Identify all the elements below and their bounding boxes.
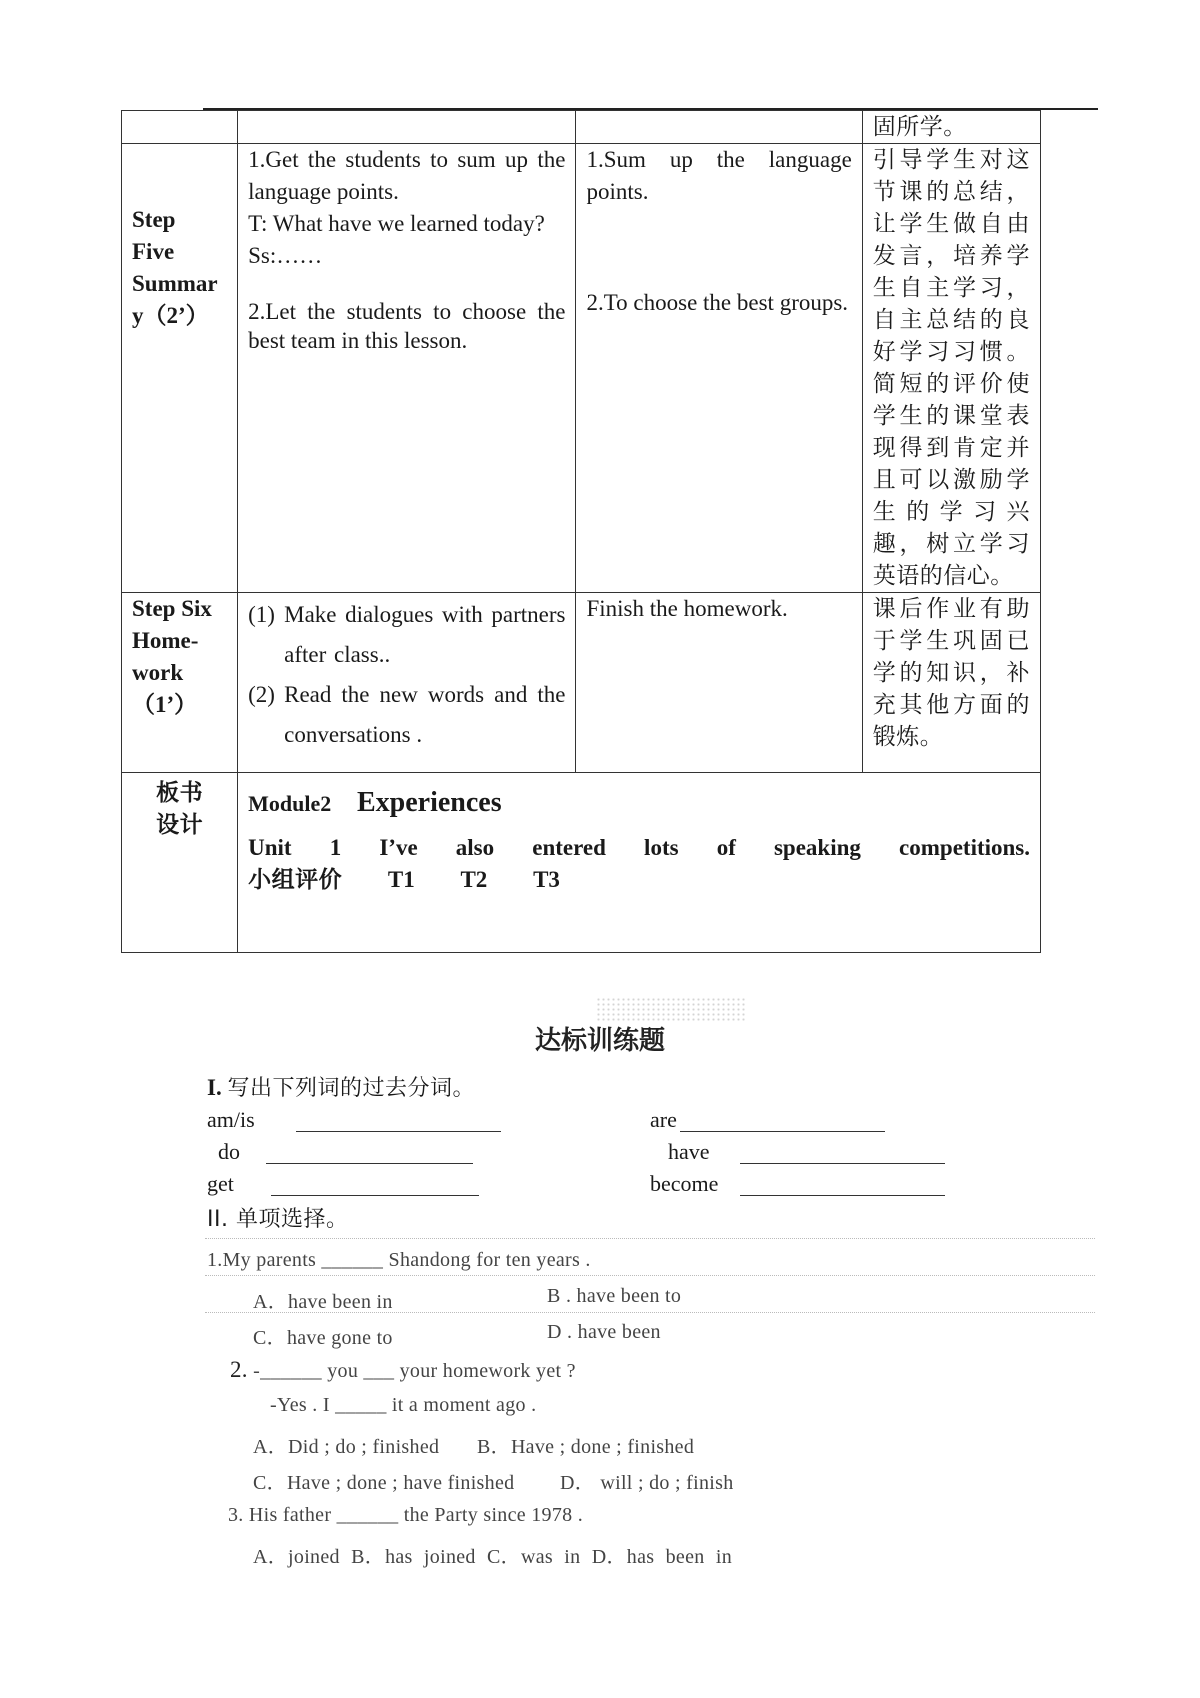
summary-teacher-answer: Ss:…… bbox=[248, 243, 323, 268]
homework-item-1 bbox=[248, 593, 565, 675]
board-group-eval-line bbox=[248, 864, 1030, 897]
homework-item-1-number: (1) bbox=[248, 602, 275, 627]
continuation-step-cell bbox=[122, 111, 238, 144]
homework-student-cell bbox=[576, 593, 862, 773]
summary-step-line-2: Five bbox=[132, 239, 175, 264]
board-unit-line: Unit 1 I’ve also entered lots of speaking competitions. bbox=[248, 835, 1030, 860]
q2-option-b: B．Have ; done ; finished bbox=[477, 1436, 695, 1458]
homework-step-cell bbox=[122, 593, 238, 773]
homework-step-line-4: （1’） bbox=[132, 692, 198, 717]
homework-item-2-text: Read the new words and the conversations . bbox=[284, 682, 566, 747]
board-module-title: Experiences bbox=[357, 787, 502, 818]
section-2-heading: II. 单项选择。 bbox=[207, 1207, 349, 1232]
board-team-3: T3 bbox=[533, 867, 560, 892]
answer-blank-become[interactable] bbox=[740, 1194, 945, 1196]
word-have: have bbox=[668, 1139, 710, 1164]
summary-student-cell bbox=[576, 144, 862, 593]
board-label-line-1: 板书 bbox=[156, 780, 204, 806]
board-team-2: T2 bbox=[460, 867, 488, 892]
exercise-title: 达标训练题 bbox=[534, 1026, 665, 1056]
answer-blank-am-is[interactable] bbox=[296, 1130, 501, 1132]
question-2-reply: -Yes . I _____ it a moment ago . bbox=[270, 1394, 537, 1416]
homework-item-1-text: Make dialogues with partners after class.. bbox=[284, 602, 566, 667]
summary-step-line-4: y（2’） bbox=[132, 303, 209, 328]
q2-option-a: A．Did ; do ; finished bbox=[253, 1436, 440, 1458]
word-do: do bbox=[218, 1139, 240, 1164]
answer-blank-have[interactable] bbox=[740, 1162, 945, 1164]
board-content-cell bbox=[238, 773, 1041, 953]
homework-step-line-2: Home- bbox=[132, 628, 199, 653]
summary-step-cell bbox=[122, 144, 238, 593]
homework-step-line-3: work bbox=[132, 660, 184, 685]
board-label-cell bbox=[122, 773, 238, 953]
q3-options: A．joined B．has joined C．was in D．has been in bbox=[253, 1546, 733, 1568]
summary-teacher-1: 1.Get the students to sum up the language points. bbox=[248, 147, 566, 204]
question-2 bbox=[230, 1357, 576, 1383]
homework-item-2-number: (2) bbox=[248, 682, 275, 707]
q1-option-b: B . have been to bbox=[547, 1285, 682, 1307]
q1-option-a: A．have been in bbox=[253, 1291, 393, 1313]
homework-teacher-cell bbox=[238, 593, 576, 773]
summary-student-2: 2.To choose the best groups. bbox=[586, 290, 849, 315]
dotted-rule-1 bbox=[205, 1238, 1095, 1239]
question-2-text: -______ you ___ your homework yet ? bbox=[253, 1360, 576, 1382]
board-module: Module2 bbox=[248, 791, 332, 816]
homework-student-text: Finish the homework. bbox=[586, 596, 788, 621]
continuation-row bbox=[122, 111, 1041, 144]
answer-blank-get[interactable] bbox=[271, 1194, 479, 1196]
section-1-heading bbox=[207, 1073, 475, 1105]
continuation-student-cell bbox=[576, 111, 862, 144]
board-label-line-2: 设计 bbox=[156, 812, 204, 838]
question-3: 3. His father ______ the Party since 1978 . bbox=[228, 1504, 584, 1526]
board-design-row bbox=[122, 773, 1041, 953]
section-1-title: 写出下列词的过去分词。 bbox=[227, 1076, 475, 1101]
dotted-rule-2 bbox=[205, 1275, 1095, 1276]
board-module-line bbox=[248, 773, 1030, 820]
question-2-number: 2. bbox=[230, 1357, 248, 1382]
summary-step-line-3: Summar bbox=[132, 271, 218, 296]
q1-option-c: C．have gone to bbox=[253, 1327, 393, 1349]
summary-student-1: 1.Sum up the language points. bbox=[586, 147, 852, 204]
summary-step-line-1: Step bbox=[132, 207, 176, 232]
summary-teacher-cell bbox=[238, 144, 576, 593]
summary-reflection-text: 引导学生对这节课的总结，让学生做自由发言，培养学生自主学习，自主总结的良好学习习惯。简短的评价使学生的课堂表现得到肯定并且可以激励学生的学习兴趣，树立学习英语的信心。 bbox=[872, 147, 1030, 589]
section-1-number: I. bbox=[207, 1075, 222, 1100]
continuation-teacher-cell bbox=[238, 111, 576, 144]
homework-item-2 bbox=[248, 675, 565, 755]
board-group-eval: 小组评价 bbox=[248, 867, 343, 893]
summary-reflection-cell bbox=[862, 144, 1040, 593]
answer-blank-do[interactable] bbox=[266, 1162, 473, 1164]
answer-blank-are[interactable] bbox=[680, 1130, 885, 1132]
question-1: 1.My parents ______ Shandong for ten years . bbox=[207, 1249, 591, 1271]
homework-step-line-1: Step Six bbox=[132, 596, 212, 621]
homework-reflection-cell bbox=[862, 593, 1040, 773]
summary-row bbox=[122, 144, 1041, 593]
summary-teacher-question: T: What have we learned today? bbox=[248, 211, 545, 236]
q1-option-d: D . have been bbox=[547, 1321, 661, 1343]
word-become: become bbox=[650, 1171, 719, 1196]
continuation-reflection-text: 固所学。 bbox=[872, 114, 967, 140]
homework-row bbox=[122, 593, 1041, 773]
q2-option-c: C．Have ; done ; have finished bbox=[253, 1472, 515, 1494]
board-team-1: T1 bbox=[387, 867, 415, 892]
dotted-rule-3 bbox=[205, 1312, 1095, 1313]
summary-teacher-2: 2.Let the students to choose the best team in this lesson. bbox=[248, 299, 566, 353]
word-get: get bbox=[207, 1171, 234, 1196]
word-am-is: am/is bbox=[207, 1107, 255, 1132]
q2-option-d: D． will ; do ; finish bbox=[560, 1472, 734, 1494]
continuation-reflection-cell bbox=[862, 111, 1040, 144]
homework-reflection-text: 课后作业有助于学生巩固已学的知识，补充其他方面的锻炼。 bbox=[872, 596, 1030, 750]
lesson-plan-table bbox=[121, 110, 1041, 953]
word-are: are bbox=[650, 1107, 677, 1132]
